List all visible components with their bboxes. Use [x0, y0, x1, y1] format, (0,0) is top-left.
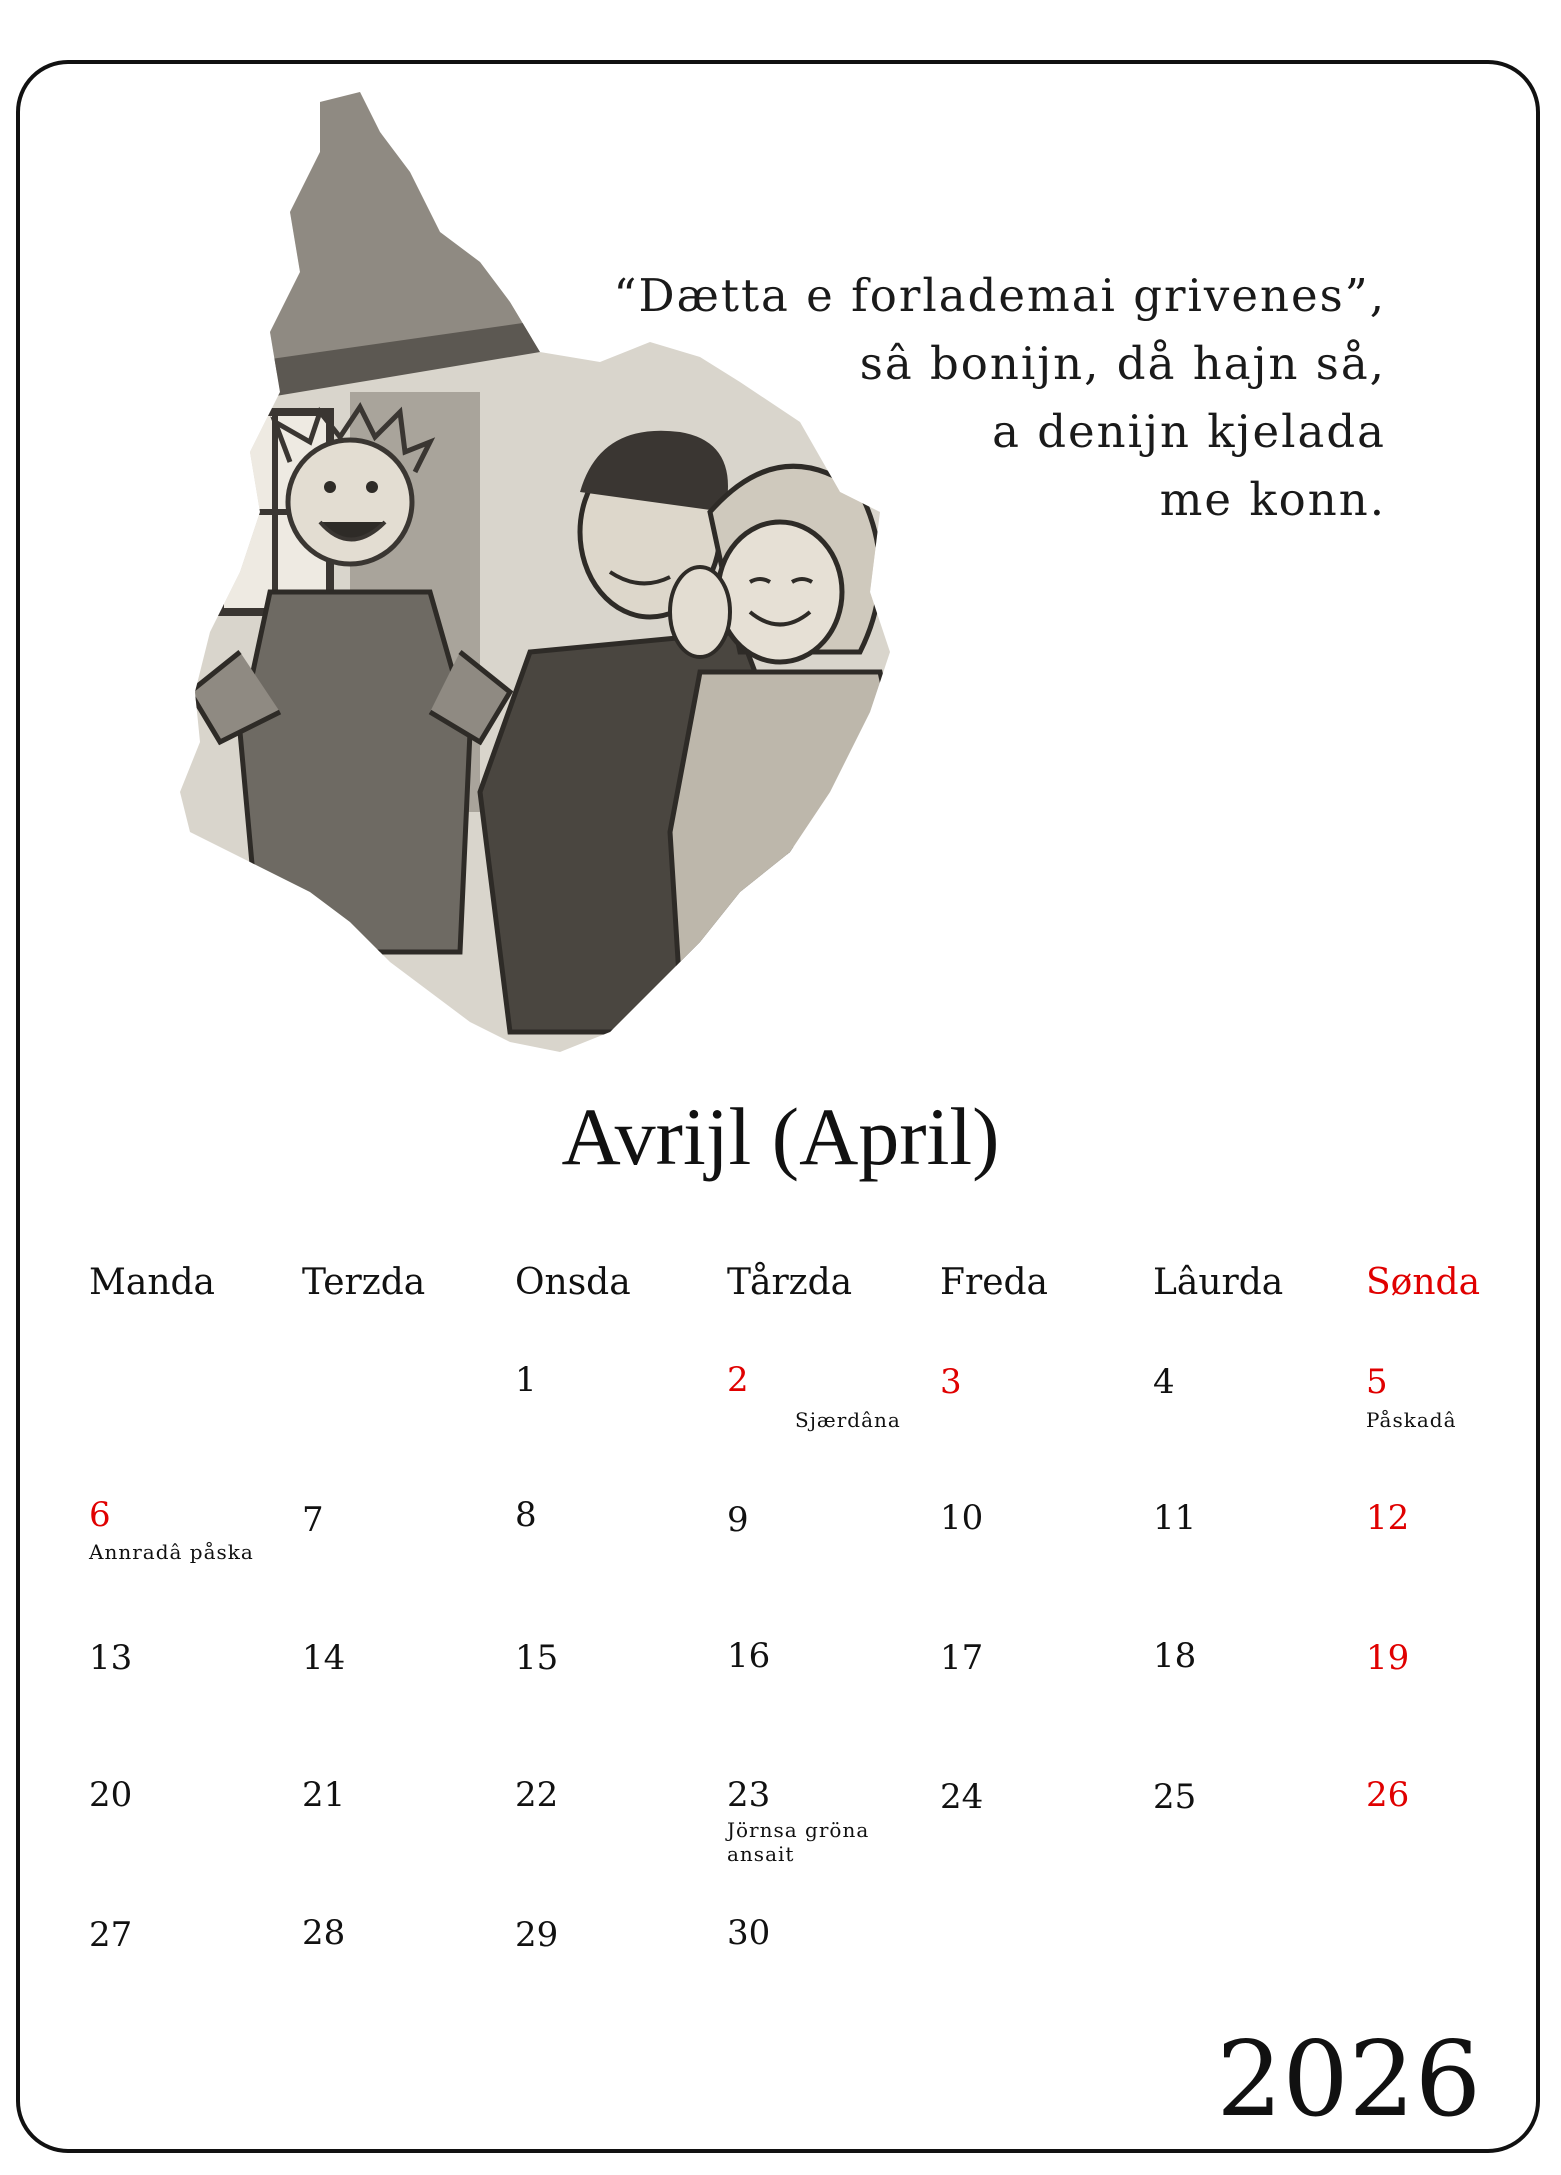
holiday-note: Sjærdâna — [795, 1408, 901, 1432]
day-cell: 28 — [302, 1913, 346, 1953]
weekday-saturday: Lâurda — [1153, 1262, 1284, 1303]
day-cell: 15 — [515, 1638, 559, 1678]
day-cell: 5 — [1366, 1362, 1388, 1402]
day-cell: 20 — [89, 1775, 133, 1815]
day-cell: 25 — [1153, 1777, 1197, 1817]
day-cell: 18 — [1153, 1636, 1197, 1676]
day-cell: 11 — [1153, 1498, 1197, 1538]
day-cell: 2 — [727, 1360, 749, 1400]
quote — [613, 262, 1386, 534]
day-cell: 12 — [1366, 1498, 1410, 1538]
day-cell: 23 — [727, 1775, 771, 1815]
day-cell: 14 — [302, 1638, 346, 1678]
holiday-note: ansait — [727, 1842, 795, 1866]
quote-line: a denijn kjelada — [992, 405, 1386, 458]
day-cell: 30 — [727, 1913, 771, 1953]
day-cell: 27 — [89, 1915, 133, 1955]
holiday-note: Jörnsa gröna — [727, 1818, 870, 1842]
day-cell: 8 — [515, 1495, 537, 1535]
day-cell: 29 — [515, 1915, 559, 1955]
year-label: 2026 — [1216, 2018, 1481, 2140]
month-title: Avrijl (April) — [561, 1091, 1000, 1182]
day-cell: 16 — [727, 1636, 771, 1676]
sketch-illustration — [180, 92, 1040, 1062]
day-cell: 6 — [89, 1495, 111, 1535]
day-cell: 17 — [940, 1638, 984, 1678]
day-cell: 22 — [515, 1775, 559, 1815]
quote-line: me konn. — [1159, 473, 1386, 526]
day-cell: 21 — [302, 1775, 346, 1815]
day-cell: 7 — [302, 1500, 324, 1540]
quote-line: “Dætta e forlademai grivenes”, — [613, 269, 1386, 322]
weekday-tuesday: Terzda — [302, 1262, 426, 1303]
day-cell: 10 — [940, 1498, 984, 1538]
weekday-monday: Manda — [89, 1262, 216, 1303]
quote-line: sâ bonijn, då hajn så, — [859, 337, 1386, 390]
day-cell: 9 — [727, 1500, 749, 1540]
holiday-note: Annradâ påska — [89, 1540, 254, 1564]
day-cell: 19 — [1366, 1638, 1410, 1678]
day-cell: 1 — [515, 1360, 537, 1400]
holiday-note: Påskadâ — [1366, 1408, 1457, 1432]
day-cell: 4 — [1153, 1362, 1175, 1402]
day-cell: 3 — [940, 1362, 962, 1402]
day-cell: 24 — [940, 1777, 984, 1817]
weekday-wednesday: Onsda — [515, 1262, 631, 1303]
weekday-sunday: Sønda — [1366, 1262, 1481, 1303]
weekday-thursday: Tårzda — [727, 1262, 853, 1303]
day-cell: 13 — [89, 1638, 133, 1678]
day-cell: 26 — [1366, 1775, 1410, 1815]
weekday-friday: Freda — [940, 1262, 1048, 1303]
